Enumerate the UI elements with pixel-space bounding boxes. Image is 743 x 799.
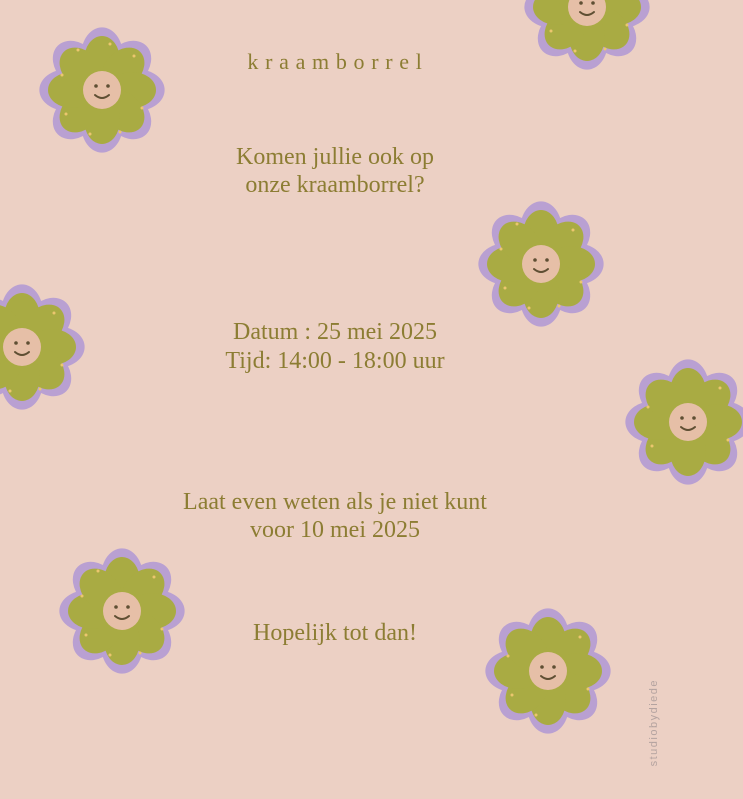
event-details (0, 318, 670, 376)
time-line: Tijd: 14:00 - 18:00 uur (225, 348, 445, 375)
smiley-flower-icon (67, 556, 177, 666)
smiley-flower-icon (633, 367, 743, 477)
question-line-2: onze kraamborrel? (245, 172, 425, 199)
rsvp-line-1: Laat even weten als je niet kunt (183, 489, 487, 515)
invitation-title: kraamborrel (247, 49, 429, 74)
smiley-flower-icon-svg (67, 556, 177, 666)
question-line-1: Komen jullie ook op (236, 144, 434, 170)
rsvp-line-2: voor 10 mei 2025 (250, 517, 420, 544)
studio-watermark: studiobydiede (648, 679, 660, 767)
smiley-flower-icon-svg (633, 367, 743, 477)
date-line: Datum : 25 mei 2025 (233, 319, 437, 345)
smiley-flower-icon-svg (486, 209, 596, 319)
closing-text: Hopelijk tot dan! (253, 620, 417, 646)
rsvp-text (0, 488, 670, 545)
question-text (0, 143, 670, 200)
smiley-flower-icon (486, 209, 596, 319)
